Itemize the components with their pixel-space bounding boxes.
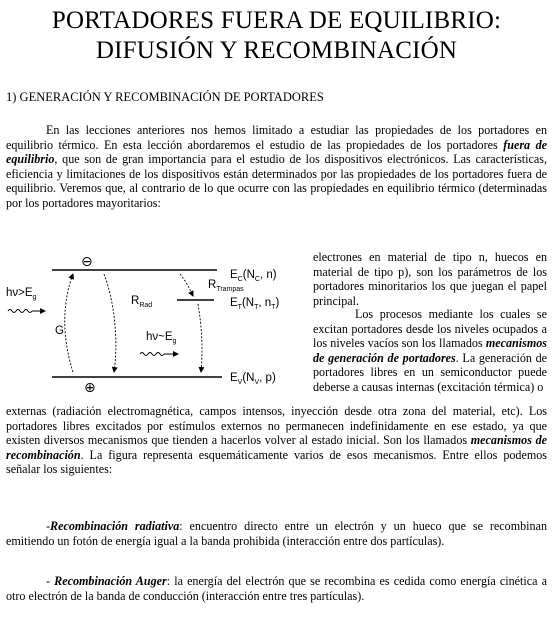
generation-paragraph	[313, 307, 547, 395]
generation-arrow	[65, 274, 73, 372]
trap-recombination-label: $R_{Trampas}$	[208, 279, 244, 293]
list-item-radiative	[6, 519, 547, 548]
generation-text-b: . La generación de portadores libres en un semiconductor puede deberse a causas internas (excitación térmica) o	[313, 350, 548, 394]
band-diagram	[0, 248, 312, 408]
absorbed-photon-wave-icon	[8, 310, 32, 313]
trap-recombination-arrow	[198, 304, 202, 372]
list-item-term: Recombinación radiativa	[50, 519, 180, 533]
list-item-text: : la energía del electrón que se recombina es cedida como energía cinética a otro electrón de la banda de conducción (interacción entre tres partículas).	[6, 574, 547, 603]
section-heading: 1) GENERACIÓN Y RECOMBINACIÓN DE PORTADORES	[6, 90, 324, 104]
conduction-band-label: $E_C(N_C$, n)	[230, 269, 277, 283]
absorbed-photon-label: $h\nu>E_g$	[6, 287, 37, 301]
recombination-text-b: . La figura representa esquemáticamente varios de esos mecanismos. Entre ellos podemos señalar los siguientes:	[6, 447, 547, 477]
intro-paragraph	[6, 123, 547, 211]
valence-band-label: $E_V(N_V$, p)	[230, 372, 276, 386]
recombination-emphasis: mecanismos de recombinación	[6, 433, 547, 462]
page-title-line-2: DIFUSIÓN Y RECOMBINACIÓN	[95, 37, 458, 64]
recombination-text-a: externas (radiación electromagnética, campos intensos, inyección desde otra zona del material, etc). Los portadores libres excitados por estímulos externos no permanecen indefinidamente en ese estado, ya que existen diversos mecanismos que tienden a hacerlos volver al estado inicial. Son los llamados	[6, 404, 547, 448]
minority-carriers-paragraph: electrones en material de tipo n, huecos en material de tipo p), son los parámetros de los portadores minoritarios los que juegan el papel principal.	[313, 250, 547, 308]
trap-level-label: $E_T(N_T$, $n_T$)	[230, 297, 280, 311]
intro-text-a: En las lecciones anteriores nos hemos limitado a estudiar las propiedades de los portadores en equilibrio térmico. En esta lección abordaremos el estudio de las propiedades de los portadores	[6, 123, 547, 152]
generation-text-a: Los procesos mediante los cuales se excitan portadores desde los niveles ocupados a los niveles vacíos son los llamados	[313, 307, 547, 351]
radiative-recombination-arrow	[104, 274, 116, 372]
list-item-text: : encuentro directo entre un electrón y un hueco que se recombinan emitiendo un fotón de energía igual a la banda prohibida (interacción entre dos partículas).	[6, 519, 547, 548]
page-title-line-1: PORTADORES FUERA DE EQUILIBRIO:	[51, 7, 502, 34]
list-item-lead: -	[46, 574, 55, 588]
list-item-term: Recombinación Auger	[54, 574, 167, 588]
list-item-lead: -	[46, 519, 51, 533]
generation-emphasis-2: portadores	[402, 350, 456, 365]
hole-icon: ⊕	[84, 380, 96, 396]
emitted-photon-wave-icon	[140, 353, 164, 356]
radiative-recombination-label: $R_{Rad}$	[131, 295, 153, 309]
generation-label: G	[55, 325, 64, 337]
recombination-paragraph	[6, 404, 547, 477]
emitted-photon-label: $h\nu\sim E_g$	[146, 331, 177, 345]
list-item-auger	[6, 574, 547, 603]
electron-icon: ⊖	[81, 254, 93, 270]
intro-text-b: , que son de gran importancia para el estudio de los dispositivos electrónicos. Las características, eficiencia y limitaciones de los dispositivos están determinados por las propiedades de los portadores fuera de equilibrio. Veremos que, al contrario de lo que ocurre con las propiedades en equilibrio térmico (determinadas por los portadores mayoritarios:	[6, 152, 547, 210]
trap-capture-arrow	[180, 274, 193, 296]
generation-emphasis-1: mecanismos de generación de	[313, 336, 547, 365]
intro-emphasis: fuera de equilibrio	[6, 137, 547, 167]
